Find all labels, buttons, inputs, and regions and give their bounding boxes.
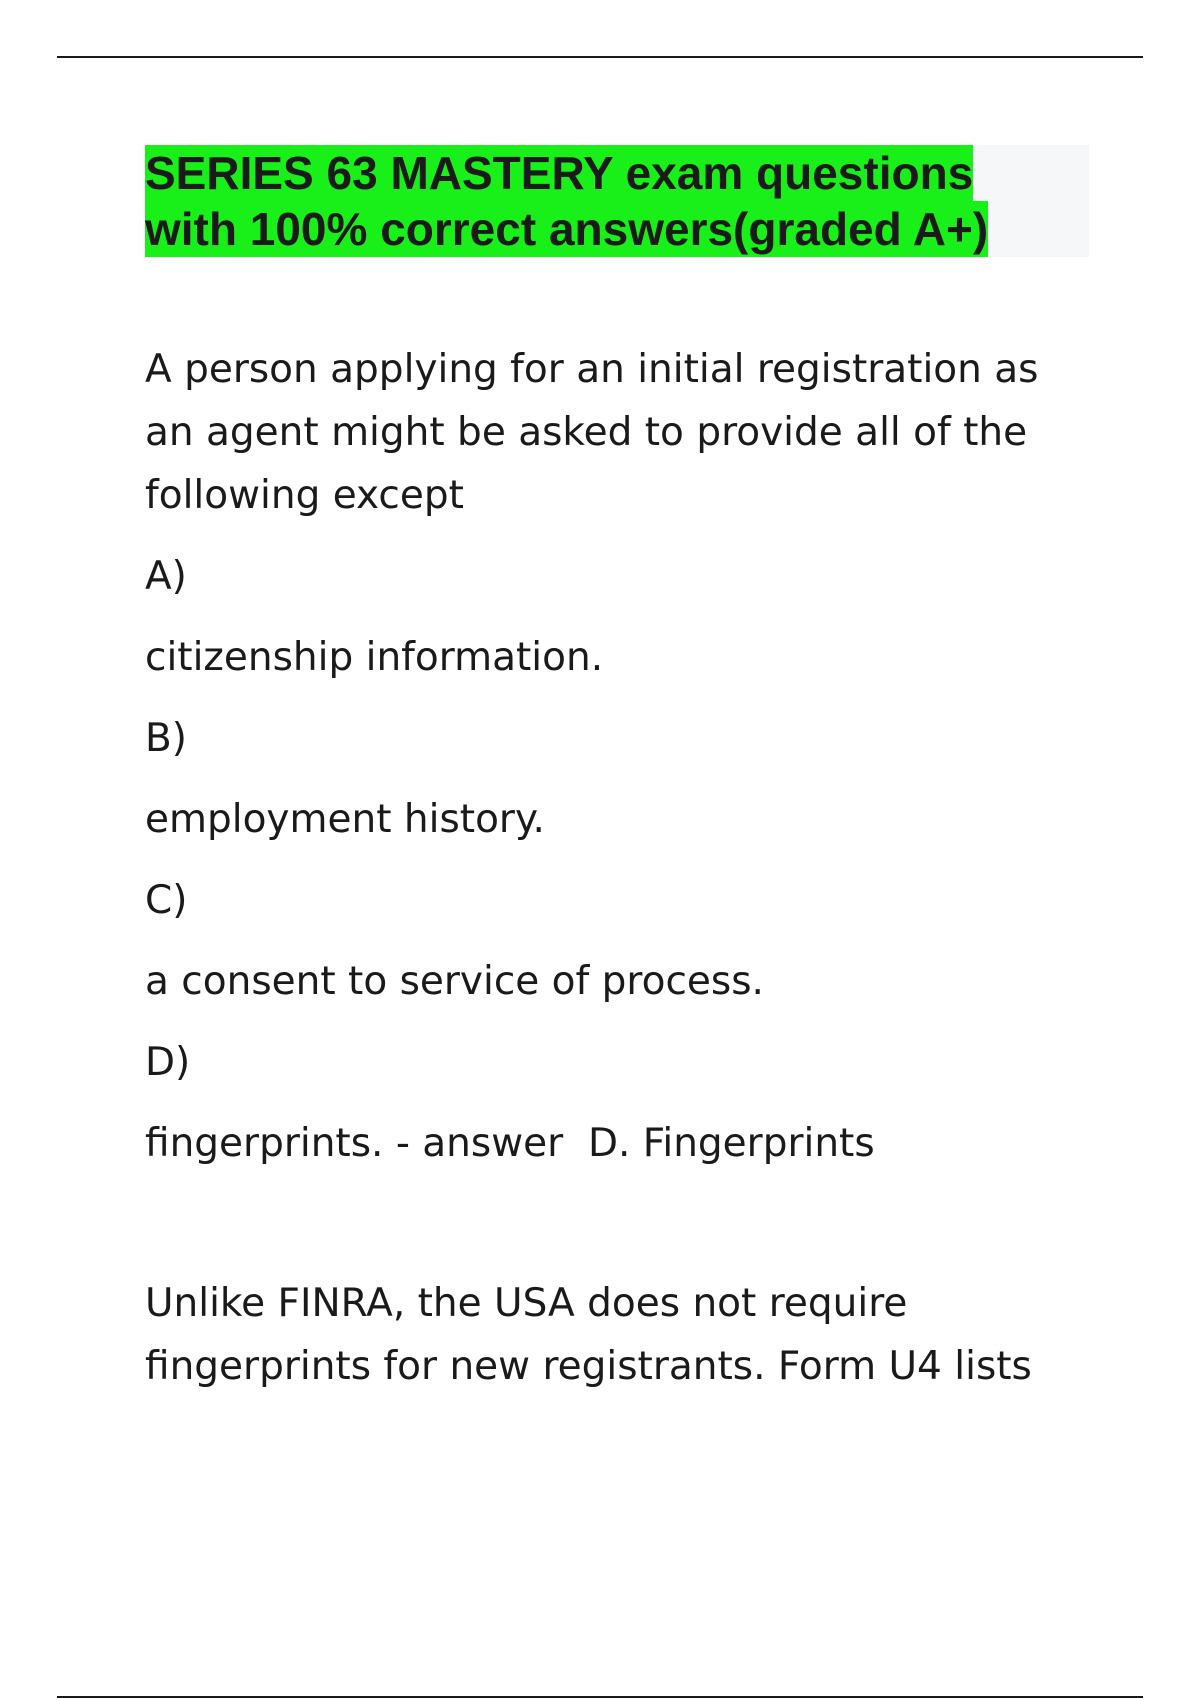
question-block: [145, 338, 1075, 1398]
option-c-text: a consent to service of process.: [145, 959, 764, 1004]
header-rule: [57, 56, 1143, 58]
option-d-letter: D): [145, 1040, 191, 1085]
option-b-text: employment history.: [145, 797, 545, 842]
option-a-text: citizenship information.: [145, 635, 604, 680]
option-c-letter: C): [145, 878, 188, 923]
document-title: [145, 145, 1089, 257]
question-text: A person applying for an initial registration as an agent might be asked to provide all of the following except: [145, 347, 1039, 518]
title-line-2: with 100% correct answers(graded A+): [145, 203, 989, 255]
title-line-1: SERIES 63 MASTERY exam questions: [145, 147, 974, 199]
footer-rule: [57, 1696, 1143, 1698]
option-a-letter: A): [145, 554, 187, 599]
option-d-text: fingerprints. - answer D. Fingerprints: [145, 1121, 875, 1166]
answer-explanation: Unlike FINRA, the USA does not require fingerprints for new registrants. Form U4 lists: [145, 1281, 1032, 1389]
option-b-letter: B): [145, 716, 187, 761]
